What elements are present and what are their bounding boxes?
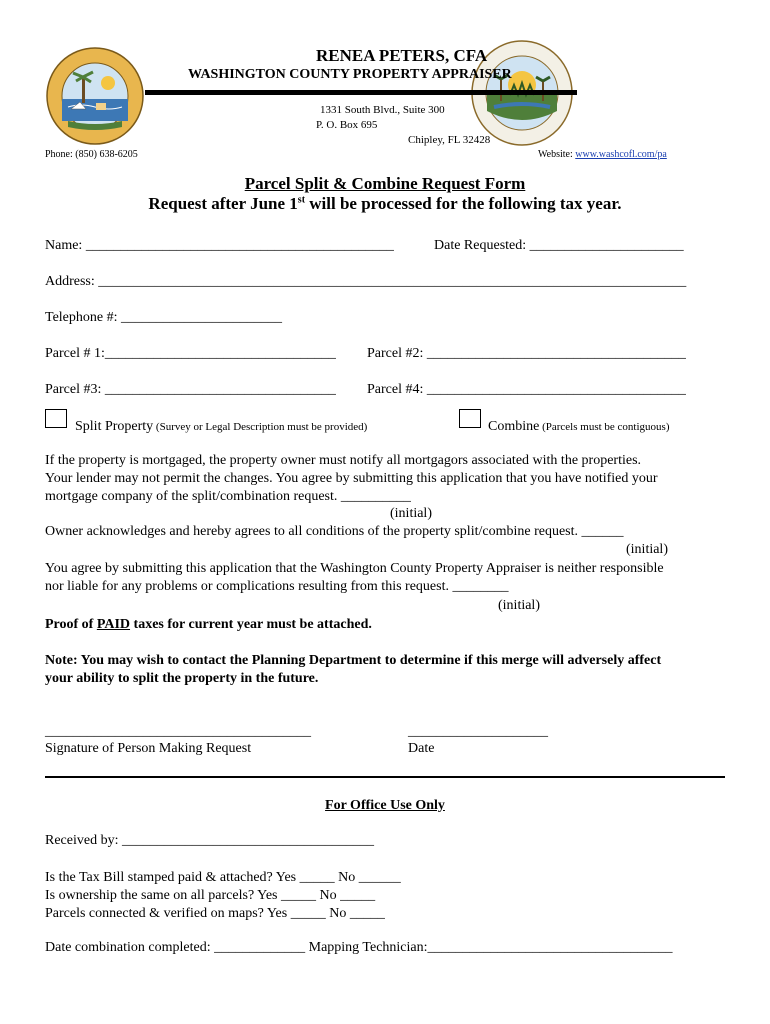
- proof-post: taxes for current year must be attached.: [130, 617, 372, 632]
- conditions-initial-label: (initial): [626, 542, 668, 557]
- address-line-2: P. O. Box 695: [316, 119, 378, 131]
- mortgage-initial-label: (initial): [390, 506, 432, 521]
- signature-label: Signature of Person Making Request: [45, 741, 252, 756]
- split-property-checkbox[interactable]: [45, 409, 67, 428]
- completion-fields[interactable]: Date combination completed: _____________ Mapping Technician:___________________________________: [45, 940, 673, 955]
- liability-line-1: You agree by submitting this application that the Washington County Property Appraiser is neither responsible: [45, 561, 664, 576]
- proof-of-paid-notice: [45, 617, 372, 633]
- website-label: Website:: [538, 149, 576, 160]
- office-checklist: [45, 869, 401, 923]
- received-by-field[interactable]: Received by: ____________________________________: [45, 833, 374, 848]
- subtitle-pre: Request after June 1: [148, 194, 298, 213]
- planning-note-line-1: Note: You may wish to contact the Planning Department to determine if this merge will adversely affect: [45, 653, 662, 668]
- liability-line-2: nor liable for any problems or complications resulting from this request. ________: [45, 579, 509, 594]
- appraiser-name: RENEA PETERS, CFA: [316, 46, 488, 65]
- state-seal-logo: [46, 47, 144, 145]
- ownership-question[interactable]: Is ownership the same on all parcels? Yes _____ No _____: [45, 888, 376, 903]
- split-property-note: (Survey or Legal Description must be provided): [153, 421, 368, 433]
- address-field[interactable]: Address: ____________________________________________________________________________________: [45, 274, 687, 289]
- subtitle-sup: st: [297, 194, 306, 206]
- combine-note: (Parcels must be contiguous): [539, 421, 670, 433]
- office-use-heading: For Office Use Only: [325, 798, 445, 813]
- subtitle-post: will be processed for the following tax year.: [305, 194, 622, 213]
- proof-paid: PAID: [96, 617, 131, 632]
- office-title: WASHINGTON COUNTY PROPERTY APPRAISER: [188, 67, 512, 82]
- parcel-2-field[interactable]: Parcel #2: _____________________________________: [367, 346, 686, 361]
- form-title: [0, 174, 770, 194]
- mortgage-line-1: If the property is mortgaged, the property owner must notify all mortgagors associated with the properties.: [45, 453, 642, 468]
- mortgage-line-3: mortgage company of the split/combination request. __________: [45, 489, 411, 504]
- mortgage-line-2: Your lender may not permit the changes. You agree by submitting this application that you have notified your: [45, 471, 658, 486]
- conditions-paragraph: Owner acknowledges and hereby agrees to all conditions of the property split/combine request. ______: [45, 524, 624, 539]
- liability-paragraph: [45, 560, 664, 596]
- form-subtitle: [0, 194, 770, 214]
- proof-pre: Proof of: [45, 617, 97, 632]
- website: [538, 149, 667, 160]
- signature-date-label: Date: [408, 741, 435, 756]
- planning-note-line-2: your ability to split the property in the future.: [45, 671, 319, 686]
- signature-line[interactable]: ______________________________________: [45, 724, 311, 739]
- address-line-3: Chipley, FL 32428: [408, 134, 491, 146]
- section-divider: [45, 776, 725, 778]
- combine-option: [488, 417, 670, 435]
- address-line-1: 1331 South Blvd., Suite 300: [320, 104, 445, 116]
- telephone-field[interactable]: Telephone #: _______________________: [45, 310, 282, 325]
- liability-initial-label: (initial): [498, 598, 540, 613]
- date-requested-field[interactable]: Date Requested: ______________________: [434, 238, 684, 253]
- parcel-4-field[interactable]: Parcel #4: _____________________________________: [367, 382, 686, 397]
- name-field[interactable]: Name: ____________________________________________: [45, 238, 394, 253]
- parcel-3-field[interactable]: Parcel #3: _________________________________: [45, 382, 336, 397]
- mortgage-paragraph: [45, 452, 658, 506]
- parcel-1-field[interactable]: Parcel # 1:_________________________________: [45, 346, 336, 361]
- split-property-label: Split Property: [75, 419, 154, 434]
- website-link[interactable]: www.washcofl.com/pa: [575, 149, 667, 160]
- signature-date-line[interactable]: ____________________: [408, 724, 548, 739]
- maps-question[interactable]: Parcels connected & verified on maps? Yes _____ No _____: [45, 906, 385, 921]
- split-property-option: [75, 417, 367, 435]
- letterhead-rule: [145, 90, 577, 95]
- combine-label: Combine: [488, 419, 540, 434]
- combine-checkbox[interactable]: [459, 409, 481, 428]
- planning-note: [45, 652, 661, 688]
- tax-bill-question[interactable]: Is the Tax Bill stamped paid & attached? Yes _____ No ______: [45, 870, 401, 885]
- phone-number: Phone: (850) 638-6205: [45, 149, 138, 160]
- form-title-text: Parcel Split & Combine Request Form: [244, 174, 526, 193]
